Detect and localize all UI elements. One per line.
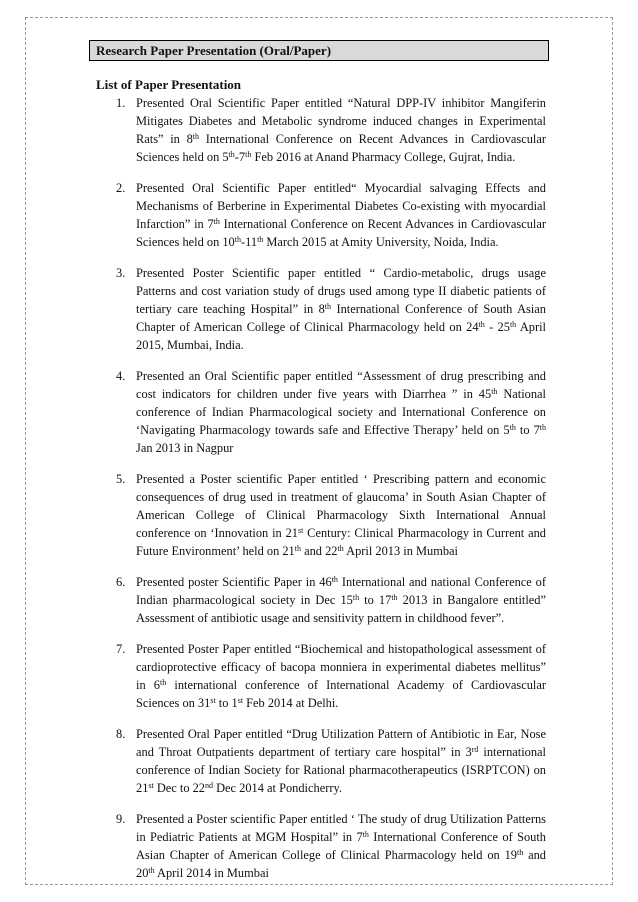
list-item-number: 5.	[116, 472, 126, 486]
list-item-text: Presented Poster Scientific paper entitled “ Cardio-metabolic, drugs usage Patterns and cost variation study of drugs used among type II diabetic patients of tertiary care teaching Hospital” in 8th International Conference of South Asian Chapter of American College of Clinical Pharmacology held on 24th - 25th April 2015, Mumbai, India.	[136, 266, 546, 352]
list-item	[96, 264, 546, 354]
list-item-text: Presented an Oral Scientific paper entitled “Assessment of drug prescribing and cost indicators for children under five years with Diarrhea ” in 45th National conference of Indian Pharmacological society and International Conference on ‘Navigating Pharmacology towards safe and Effective Therapy’ held on 5th to 7th Jan 2013 in Nagpur	[136, 369, 547, 455]
list-item-number: 7.	[116, 642, 126, 656]
list-item-number: 3.	[116, 266, 126, 280]
list-item-number: 8.	[116, 727, 126, 741]
list-item-text: Presented a Poster scientific Paper entitled ‘ The study of drug Utilization Patterns in Pediatric Patients at MGM Hospital” in 7th International Conference of South Asian Chapter of American College of Clinical Pharmacology held on 19th and 20th April 2014 in Mumbai	[136, 812, 546, 880]
list-item-number: 2.	[116, 181, 126, 195]
list-item-text: Presented poster Scientific Paper in 46th International and national Conference of Indian pharmacological society in Dec 15th to 17th 2013 in Bangalore entitled” Assessment of antibiotic usage and sensitivity pattern in childhood fever”.	[136, 575, 546, 625]
list-item	[96, 367, 546, 457]
list-heading: List of Paper Presentation	[96, 77, 242, 92]
list-item-number: 4.	[116, 369, 126, 383]
list-item-text: Presented Oral Scientific Paper entitled“ Myocardial salvaging Effects and Mechanisms of Berberine in Experimental Diabetes Co-existing with myocardial Infarction” in 7th International Conference on Recent Advances in Cardiovascular Sciences held on 10th-11th March 2015 at Amity University, Noida, India.	[136, 181, 546, 249]
list-item-text: Presented Oral Paper entitled “Drug Utilization Pattern of Antibiotic in Ear, Nose and Throat Outpatients department of tertiary care hospital” in 3rd international conference of Indian Society for Rational pharmacotherapeutics (ISRPTCON) on 21st Dec to 22nd Dec 2014 at Pondicherry.	[136, 727, 546, 795]
list-item	[96, 470, 546, 560]
list-item-text: Presented Oral Scientific Paper entitled “Natural DPP-IV inhibitor Mangiferin Mitigates Diabetes and Metabolic syndrome induced changes in Experimental Rats” in 8th International Conference on Recent Advances in Cardiovascular Sciences held on 5th-7th Feb 2016 at Anand Pharmacy College, Gujrat, India.	[136, 96, 546, 164]
list-item-number: 9.	[116, 812, 126, 826]
section-title: Research Paper Presentation (Oral/Paper)	[89, 40, 549, 61]
paper-list	[96, 94, 546, 895]
list-item-text: Presented a Poster scientific Paper entitled ‘ Prescribing pattern and economic consequences of drug used in treatment of glaucoma’ in South Asian Chapter of American College of Clinical Pharmacology Sixth International Annual conference on ‘Innovation in 21st Century: Clinical Pharmacology in Current and Future Environment’ held on 21th and 22th April 2013 in Mumbai	[136, 472, 546, 558]
list-item-number: 1.	[116, 96, 126, 110]
list-item	[96, 725, 546, 797]
list-item	[96, 94, 546, 166]
list-item	[96, 179, 546, 251]
list-item	[96, 573, 546, 627]
list-item	[96, 810, 546, 882]
list-item-number: 6.	[116, 575, 126, 589]
list-item-text: Presented Poster Paper entitled “Biochemical and histopathological assessment of cardioprotective efficacy of bacopa monniera in experimental diabetes mellitus” in 6th international conference of International Academy of Cardiovascular Sciences on 31st to 1st Feb 2014 at Delhi.	[136, 642, 546, 710]
list-item	[96, 640, 546, 712]
